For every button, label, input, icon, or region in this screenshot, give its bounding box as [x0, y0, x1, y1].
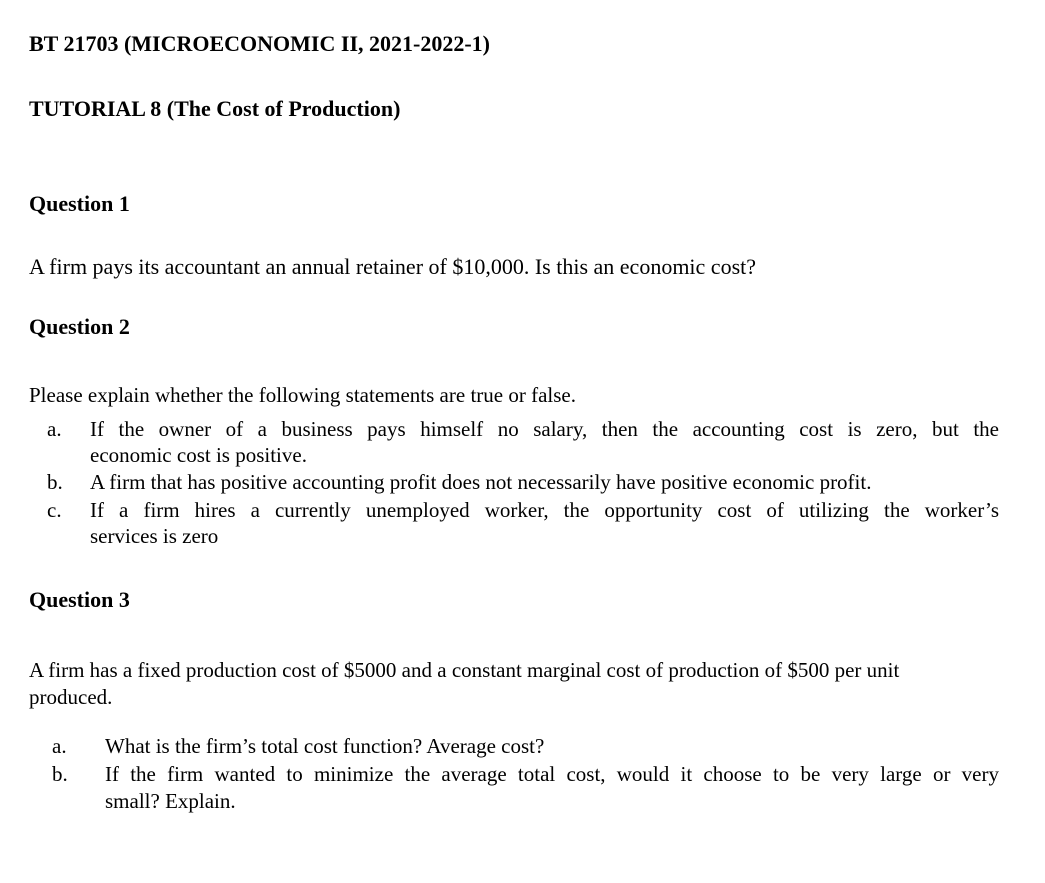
question-3-intro-line-1: A firm has a fixed production cost of $5000 and a constant marginal cost of production of $500 per unit — [29, 658, 900, 682]
question-2-item-a-line-2: economic cost is positive. — [90, 443, 307, 467]
question-3-item-b-line-1: If the firm wanted to minimize the average total cost, would it choose to be very large or very — [105, 762, 999, 786]
question-2-item-a-marker: a. — [47, 417, 62, 441]
question-2-intro: Please explain whether the following statements are true or false. — [29, 383, 576, 407]
question-2-item-b-marker: b. — [47, 470, 63, 494]
question-2-item-b-line-1: A firm that has positive accounting profit does not necessarily have positive economic profit. — [90, 470, 872, 494]
question-2-heading: Question 2 — [29, 314, 130, 339]
question-3-intro-line-2: produced. — [29, 685, 113, 709]
question-3-item-a-marker: a. — [52, 734, 67, 758]
tutorial-title: TUTORIAL 8 (The Cost of Production) — [29, 96, 401, 121]
question-3-item-b-marker: b. — [52, 762, 68, 786]
question-1-heading: Question 1 — [29, 191, 130, 216]
question-2-item-c-marker: c. — [47, 498, 62, 522]
course-title: BT 21703 (MICROECONOMIC II, 2021-2022-1) — [29, 31, 490, 56]
question-3-item-b-line-2: small? Explain. — [105, 789, 236, 813]
question-2-item-a-line-1: If the owner of a business pays himself no salary, then the accounting cost is zero, but the — [90, 417, 999, 441]
question-3-heading: Question 3 — [29, 587, 130, 612]
question-3-item-a-line-1: What is the firm’s total cost function? Average cost? — [105, 734, 545, 758]
question-1-text: A firm pays its accountant an annual retainer of $10,000. Is this an economic cost? — [29, 254, 757, 279]
question-2-item-c-line-2: services is zero — [90, 524, 219, 548]
question-2-item-c-line-1: If a firm hires a currently unemployed worker, the opportunity cost of utilizing the worker’s — [90, 498, 999, 522]
